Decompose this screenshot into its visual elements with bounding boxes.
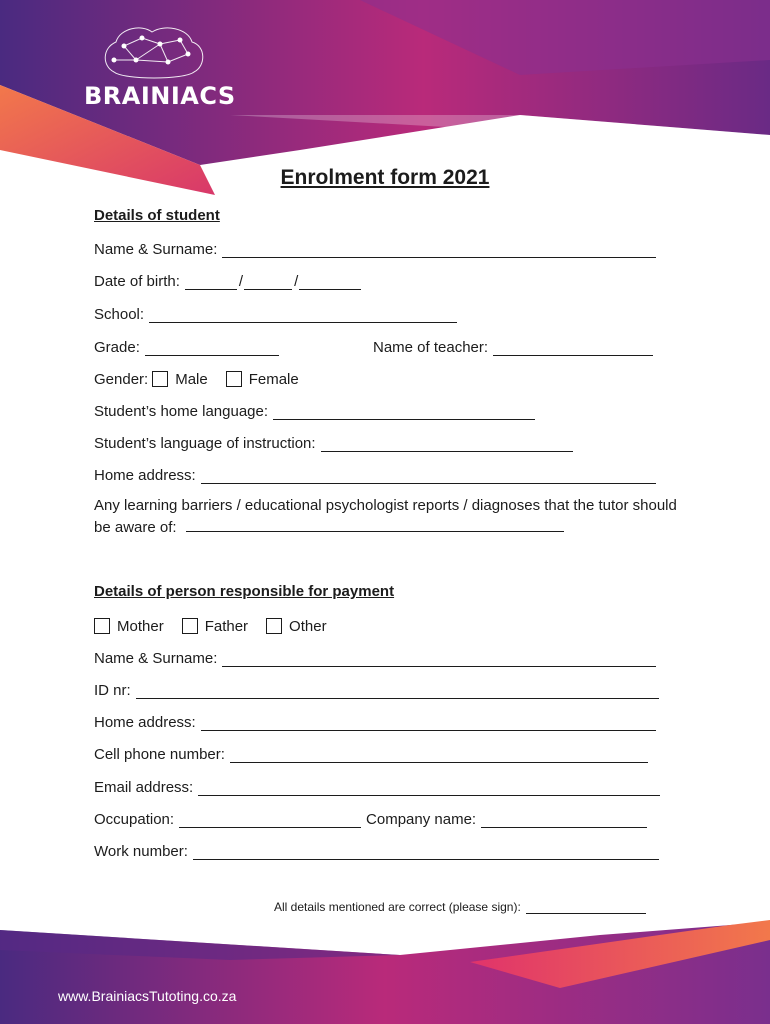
email-label: Email address: xyxy=(94,779,194,796)
payer-relation-row xyxy=(94,615,345,635)
page-title: Enrolment form 2021 xyxy=(280,166,490,189)
company-field[interactable] xyxy=(481,813,647,828)
dob-label: Date of birth: xyxy=(94,273,180,290)
grade-field[interactable] xyxy=(145,341,279,356)
brand-name: BRAINIACS xyxy=(84,82,236,110)
work-number-field[interactable] xyxy=(193,845,659,860)
grade-row xyxy=(94,336,279,356)
id-label: ID nr: xyxy=(94,682,131,699)
payer-name-field[interactable] xyxy=(222,652,656,667)
mother-label: Mother xyxy=(117,618,164,635)
id-field[interactable] xyxy=(136,684,659,699)
payer-name-label: Name & Surname: xyxy=(94,650,218,667)
dob-separator: / xyxy=(294,273,299,290)
cell-label: Cell phone number: xyxy=(94,746,225,763)
student-section-heading: Details of student xyxy=(94,207,220,224)
student-address-label: Home address: xyxy=(94,467,196,484)
student-name-row xyxy=(94,238,656,258)
payer-address-row xyxy=(94,711,656,731)
gender-label: Gender: xyxy=(94,371,149,388)
home-language-row xyxy=(94,400,535,420)
payer-address-field[interactable] xyxy=(201,716,656,731)
other-checkbox[interactable] xyxy=(266,618,282,634)
mother-checkbox[interactable] xyxy=(94,618,110,634)
father-label: Father xyxy=(204,618,249,635)
gender-male-checkbox[interactable] xyxy=(152,371,168,387)
student-address-field[interactable] xyxy=(201,469,656,484)
gender-row xyxy=(94,368,317,388)
bottom-banner xyxy=(0,900,770,1024)
dob-month-field[interactable] xyxy=(244,275,292,290)
student-address-row xyxy=(94,464,656,484)
payer-name-row xyxy=(94,647,656,667)
company-label: Company name: xyxy=(366,811,477,828)
gender-male-label: Male xyxy=(175,371,208,388)
other-label: Other xyxy=(289,618,327,635)
teacher-row xyxy=(373,336,653,356)
teacher-label: Name of teacher: xyxy=(373,339,489,356)
brain-network-icon xyxy=(84,20,224,90)
cell-row xyxy=(94,743,648,763)
occupation-field[interactable] xyxy=(179,813,361,828)
father-checkbox[interactable] xyxy=(182,618,198,634)
teacher-field[interactable] xyxy=(493,341,653,356)
occupation-row xyxy=(94,808,647,828)
cell-field[interactable] xyxy=(230,748,648,763)
email-field[interactable] xyxy=(198,781,660,796)
dob-separator: / xyxy=(238,273,244,290)
instruction-language-label: Student’s language of instruction: xyxy=(94,435,316,452)
id-row xyxy=(94,679,659,699)
school-label: School: xyxy=(94,306,145,323)
home-language-label: Student’s home language: xyxy=(94,403,269,420)
email-row xyxy=(94,776,660,796)
barriers-field[interactable] xyxy=(186,517,564,532)
school-row xyxy=(94,303,457,323)
work-number-label: Work number: xyxy=(94,843,188,860)
instruction-language-row xyxy=(94,432,573,452)
occupation-label: Occupation: xyxy=(94,811,175,828)
student-name-field[interactable] xyxy=(222,243,656,258)
work-number-row xyxy=(94,840,659,860)
dob-row xyxy=(94,270,361,290)
signature-label: All details mentioned are correct (please sign): xyxy=(274,900,521,914)
dob-year-field[interactable] xyxy=(299,275,361,290)
student-name-label: Name & Surname: xyxy=(94,241,218,258)
instruction-language-field[interactable] xyxy=(321,437,573,452)
payer-section-heading: Details of person responsible for payment xyxy=(94,583,395,600)
gender-female-checkbox[interactable] xyxy=(226,371,242,387)
payer-address-label: Home address: xyxy=(94,714,196,731)
home-language-field[interactable] xyxy=(273,405,535,420)
gender-female-label: Female xyxy=(248,371,299,388)
barriers-text: Any learning barriers / educational psychologist reports / diagnoses that the tutor should be aware of: xyxy=(94,497,677,536)
dob-day-field[interactable] xyxy=(185,275,237,290)
grade-label: Grade: xyxy=(94,339,140,356)
website-url: www.BrainiacsTutoting.co.za xyxy=(58,988,237,1004)
barriers-paragraph xyxy=(94,495,684,539)
brainiacs-logo xyxy=(84,20,236,120)
school-field[interactable] xyxy=(149,308,457,323)
